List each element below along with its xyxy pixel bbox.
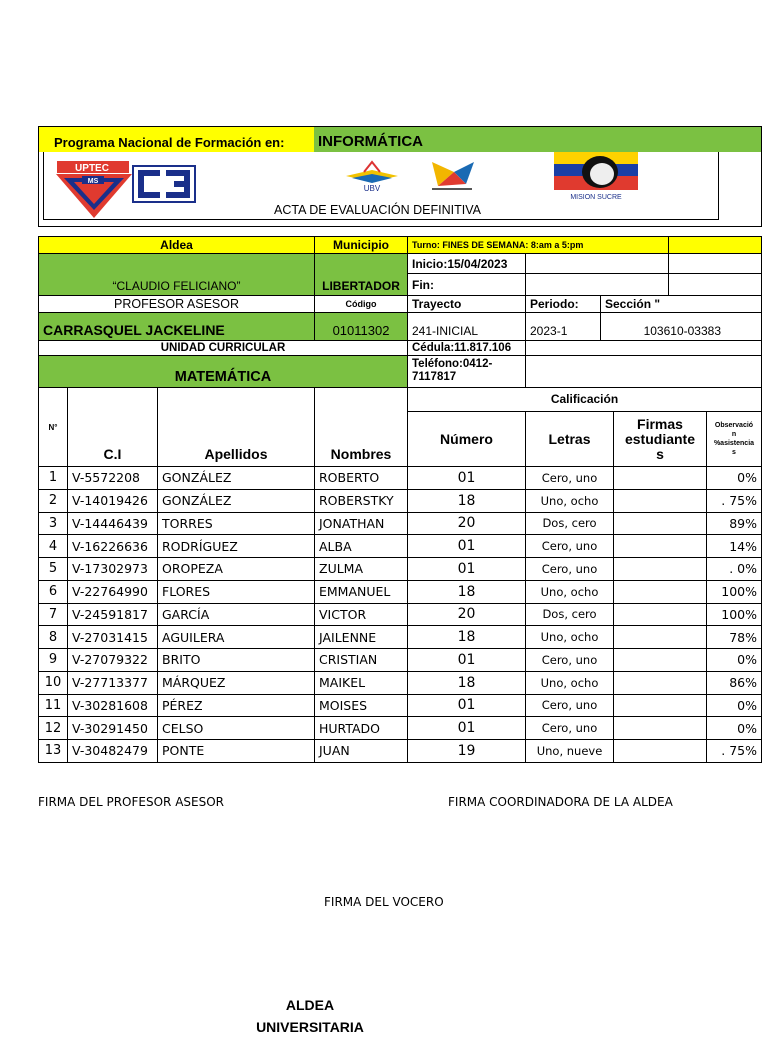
row-numero: 01 [407,648,526,672]
aldea-footer-line2: UNIVERSITARIA [256,1019,364,1035]
aldea-label: Aldea [38,236,315,254]
seccion-label: Sección " [600,295,762,313]
calificacion-label: Calificación [407,387,762,412]
row-numero: 01 [407,716,526,740]
row-nombre: MOISES [314,694,408,718]
inicio-extra-1 [525,253,669,274]
row-ci: V-27079322 [67,648,158,672]
row-numero: 20 [407,512,526,536]
row-ci: V-24591817 [67,603,158,627]
fin-extra-1 [525,273,669,296]
row-observacion: 89% [706,512,762,536]
row-ci: V-17302973 [67,557,158,581]
row-apellido: BRITO [157,648,315,672]
row-ci: V-5572208 [67,466,158,490]
header-apellidos-text: Apellidos [204,446,268,462]
row-nombre: MAIKEL [314,671,408,695]
row-ci: V-30291450 [67,716,158,740]
header-apellidos [157,387,315,467]
header-observacion-text: Observació n %asistencia s [713,422,755,456]
row-numero: 18 [407,489,526,513]
inicio-cell: Inicio:15/04/2023 [407,253,526,274]
row-number: 13 [38,739,68,763]
row-number: 7 [38,603,68,627]
row-firma [613,466,707,490]
row-apellido: RODRÍGUEZ [157,534,315,558]
row-apellido: GONZÁLEZ [157,466,315,490]
row-apellido: OROPEZA [157,557,315,581]
row-nombre: ROBERSTKY [314,489,408,513]
row-firma [613,625,707,649]
header-n: N° [38,387,68,467]
ministry-logo [424,158,480,194]
row-number: 8 [38,625,68,649]
row-letras: Cero, uno [525,466,614,490]
row-letras: Uno, nueve [525,739,614,763]
row-apellido: TORRES [157,512,315,536]
row-observacion: . 75% [706,739,762,763]
row-firma [613,534,707,558]
header-letras: Letras [525,411,614,467]
uc-value: MATEMÁTICA [38,355,408,388]
row-ci: V-14446439 [67,512,158,536]
row-ci: V-27031415 [67,625,158,649]
ubv-logo [344,160,400,192]
municipio-label: Municipio [314,236,408,254]
uc-label: UNIDAD CURRICULAR [38,340,408,356]
row-number: 1 [38,466,68,490]
row-observacion: 0% [706,648,762,672]
row-observacion: 78% [706,625,762,649]
periodo-value: 2023-1 [525,312,601,341]
uptec-logo [54,160,134,220]
municipio-value-text: LIBERTADOR [322,279,400,293]
header-firmas [613,411,707,467]
row-nombre: VICTOR [314,603,408,627]
cedula-cell: Cédula:11.817.106 [407,340,526,356]
firma-vocero: FIRMA DEL VOCERO [324,895,444,909]
fin-cell: Fin: [407,273,526,296]
row-letras: Uno, ocho [525,489,614,513]
uptec-logo-subtext: MS [87,178,99,185]
row-number: 12 [38,716,68,740]
seccion-value: 103610-03383 [600,312,762,341]
profesor-label: PROFESOR ASESOR [38,295,315,313]
row-observacion: 14% [706,534,762,558]
row-firma [613,489,707,513]
row-observacion: 0% [706,466,762,490]
row-number: 3 [38,512,68,536]
municipio-value [314,253,408,296]
row-letras: Cero, uno [525,557,614,581]
row-observacion: 0% [706,716,762,740]
row-number: 6 [38,580,68,604]
row-firma [613,580,707,604]
row-nombre: ALBA [314,534,408,558]
header-nombres-text: Nombres [330,446,392,462]
row-number: 5 [38,557,68,581]
row-observacion: 100% [706,603,762,627]
row-number: 10 [38,671,68,695]
row-numero: 18 [407,625,526,649]
firma-profesor: FIRMA DEL PROFESOR ASESOR [38,795,225,809]
row-firma [613,739,707,763]
profesor-name: CARRASQUEL JACKELINE [38,312,315,341]
uptec-logo-text: UPTEC [75,163,109,174]
aldea-value [38,253,315,296]
row-numero: 01 [407,534,526,558]
row-numero: 01 [407,557,526,581]
row-nombre: CRISTIAN [314,648,408,672]
row-letras: Uno, ocho [525,671,614,695]
row-nombre: ROBERTO [314,466,408,490]
row-letras: Cero, uno [525,648,614,672]
row-number: 2 [38,489,68,513]
row-firma [613,603,707,627]
row-observacion: 86% [706,671,762,695]
row-firma [613,648,707,672]
row-observacion: 0% [706,694,762,718]
row-numero: 01 [407,466,526,490]
row-letras: Uno, ocho [525,625,614,649]
header-observacion [706,411,762,467]
row-numero: 01 [407,694,526,718]
header-ci-text: C.I [103,446,122,462]
row-apellido: AGUILERA [157,625,315,649]
trayecto-label: Trayecto [407,295,526,313]
mision-sucre-logo [550,150,642,202]
row-numero: 19 [407,739,526,763]
row-nombre: JONATHAN [314,512,408,536]
row-apellido: FLORES [157,580,315,604]
row-observacion: 100% [706,580,762,604]
row-apellido: MÁRQUEZ [157,671,315,695]
row-letras: Cero, uno [525,534,614,558]
header-nombres [314,387,408,467]
ubv-logo-text: UBV [363,184,381,192]
row-apellido: PÉREZ [157,694,315,718]
row-ci: V-16226636 [67,534,158,558]
telefono-cell [407,355,526,388]
aldea-footer [230,994,390,1038]
row-letras: Dos, cero [525,512,614,536]
row-nombre: HURTADO [314,716,408,740]
row-observacion: . 75% [706,489,762,513]
row-letras: Dos, cero [525,603,614,627]
uptec-emblem [132,165,196,203]
row-letras: Cero, uno [525,716,614,740]
aldea-value-text: “CLAUDIO FELICIANO” [112,279,241,293]
row-numero: 18 [407,580,526,604]
row-number: 9 [38,648,68,672]
row-firma [613,671,707,695]
program-label: Programa Nacional de Formación en: [54,135,285,150]
row-numero: 18 [407,671,526,695]
row-apellido: CELSO [157,716,315,740]
row-ci: V-22764990 [67,580,158,604]
mision-sucre-text: MISION SUCRE [570,194,622,201]
codigo-value: 01011302 [314,312,408,341]
row-ci: V-30482479 [67,739,158,763]
header-firmas-text: Firmas estudiante s [624,415,695,462]
fin-extra-2 [668,273,762,296]
row-letras: Cero, uno [525,694,614,718]
row-observacion: . 0% [706,557,762,581]
header-ci [67,387,158,467]
row-apellido: PONTE [157,739,315,763]
row-nombre: JAILENNE [314,625,408,649]
row-nombre: ZULMA [314,557,408,581]
telefono-extra [525,355,762,388]
inicio-extra-2 [668,253,762,274]
aldea-footer-line1: ALDEA [285,997,335,1013]
row-number: 11 [38,694,68,718]
turno-label: Turno: FINES DE SEMANA: 8:am a 5:pm [407,236,669,254]
row-firma [613,557,707,581]
row-nombre: JUAN [314,739,408,763]
header-numero: Número [407,411,526,467]
firma-coordinadora: FIRMA COORDINADORA DE LA ALDEA [448,795,673,809]
row-firma [613,512,707,536]
codigo-label: Código [314,295,408,313]
row-apellido: GARCÍA [157,603,315,627]
row-ci: V-30281608 [67,694,158,718]
program-value: INFORMÁTICA [318,133,423,150]
telefono-text: Teléfono:0412- 7117817 [412,358,493,383]
row-ci: V-14019426 [67,489,158,513]
row-number: 4 [38,534,68,558]
act-title: ACTA DE EVALUACIÓN DEFINITIVA [274,203,481,217]
row-apellido: GONZÁLEZ [157,489,315,513]
row-nombre: EMMANUEL [314,580,408,604]
row-numero: 20 [407,603,526,627]
row-firma [613,694,707,718]
row-ci: V-27713377 [67,671,158,695]
cedula-extra [525,340,762,356]
row-firma [613,716,707,740]
row-letras: Uno, ocho [525,580,614,604]
turno-extra [668,236,762,254]
trayecto-value: 241-INICIAL [407,312,526,341]
periodo-label: Periodo: [525,295,601,313]
